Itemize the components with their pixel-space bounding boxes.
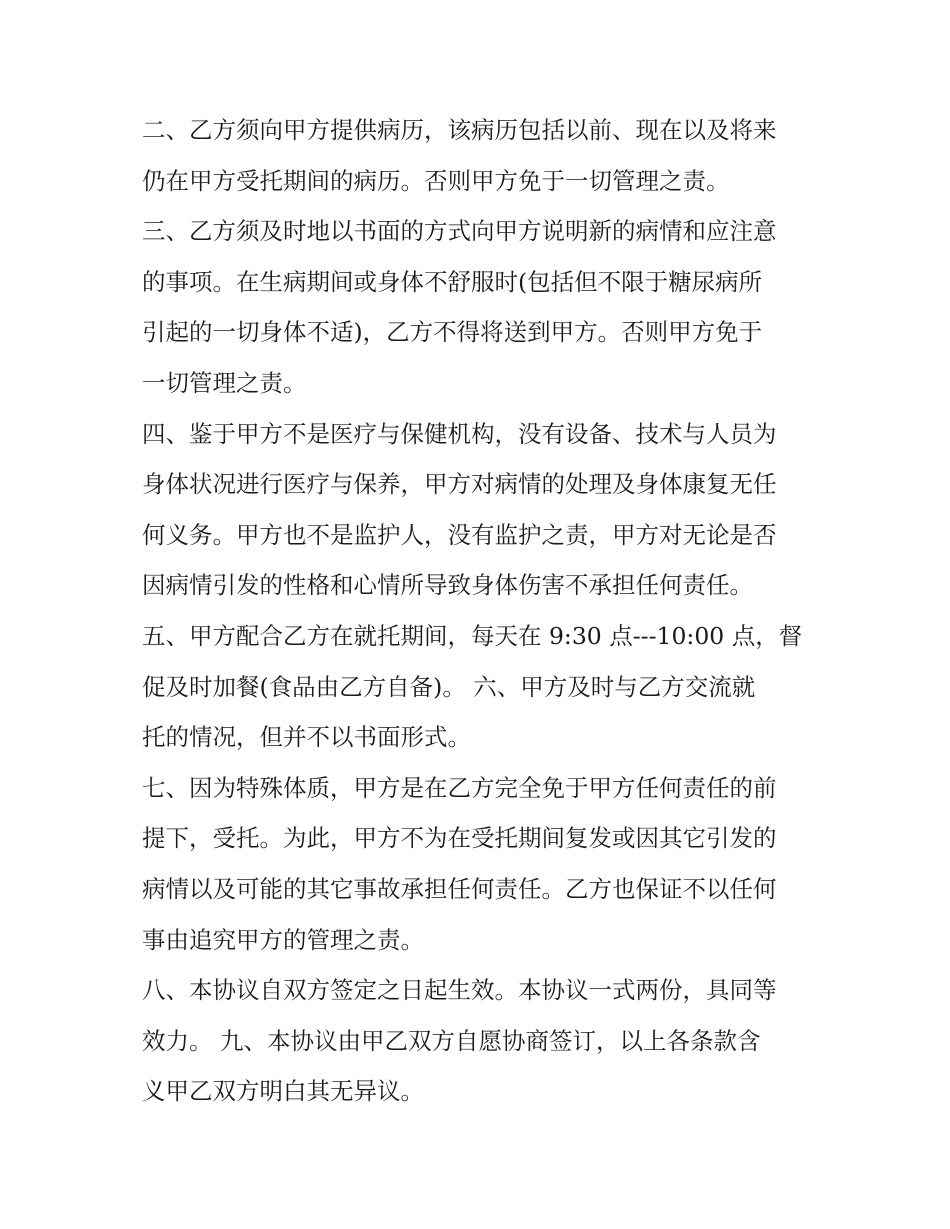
text-line: 因病情引发的性格和心情所导致身体伤害不承担任何责任。 [142, 571, 753, 600]
text-line: 义甲乙双方明白其无异议。 [142, 1077, 424, 1106]
text-line: 何义务。甲方也不是监护人，没有监护之责，甲方对无论是否 [142, 520, 777, 549]
text-line: 七、因为特殊体质，甲方是在乙方完全免于甲方任何责任的前 [142, 773, 777, 802]
text-line: 提下，受托。为此，甲方不为在受托期间复发或因其它引发的 [142, 824, 777, 853]
text-line: 的事项。在生病期间或身体不舒服时(包括但不限于糖尿病所 [142, 267, 763, 296]
text-line: 效力。 九、本协议由甲乙双方自愿协商签订，以上各条款含 [142, 1026, 761, 1055]
text-line: 八、本协议自双方签定之日起生效。本协议一式两份，具同等 [142, 976, 777, 1005]
agreement-text [142, 105, 814, 1117]
text-line: 五、甲方配合乙方在就托期间，每天在 9:30 点---10:00 点，督 [142, 621, 803, 650]
text-line: 三、乙方须及时地以书面的方式向甲方说明新的病情和应注意 [142, 217, 777, 246]
text-line: 托的情况，但并不以书面形式。 [142, 723, 471, 752]
text-line: 仍在甲方受托期间的病历。否则甲方免于一切管理之责。 [142, 166, 730, 195]
text-line: 四、鉴于甲方不是医疗与保健机构，没有设备、技术与人员为 [142, 419, 777, 448]
text-line: 引起的一切身体不适)，乙方不得将送到甲方。否则甲方免于 [142, 318, 763, 347]
text-line: 身体状况进行医疗与保养，甲方对病情的处理及身体康复无任 [142, 470, 777, 499]
text-line: 病情以及可能的其它事故承担任何责任。乙方也保证不以任何 [142, 874, 777, 903]
text-line: 二、乙方须向甲方提供病历，该病历包括以前、现在以及将来 [142, 116, 777, 144]
text-line: 事由追究甲方的管理之责。 [142, 925, 424, 954]
text-line: 一切管理之责。 [142, 368, 307, 397]
text-line: 促及时加餐(食品由乙方自备)。 六、甲方及时与乙方交流就 [142, 672, 756, 701]
